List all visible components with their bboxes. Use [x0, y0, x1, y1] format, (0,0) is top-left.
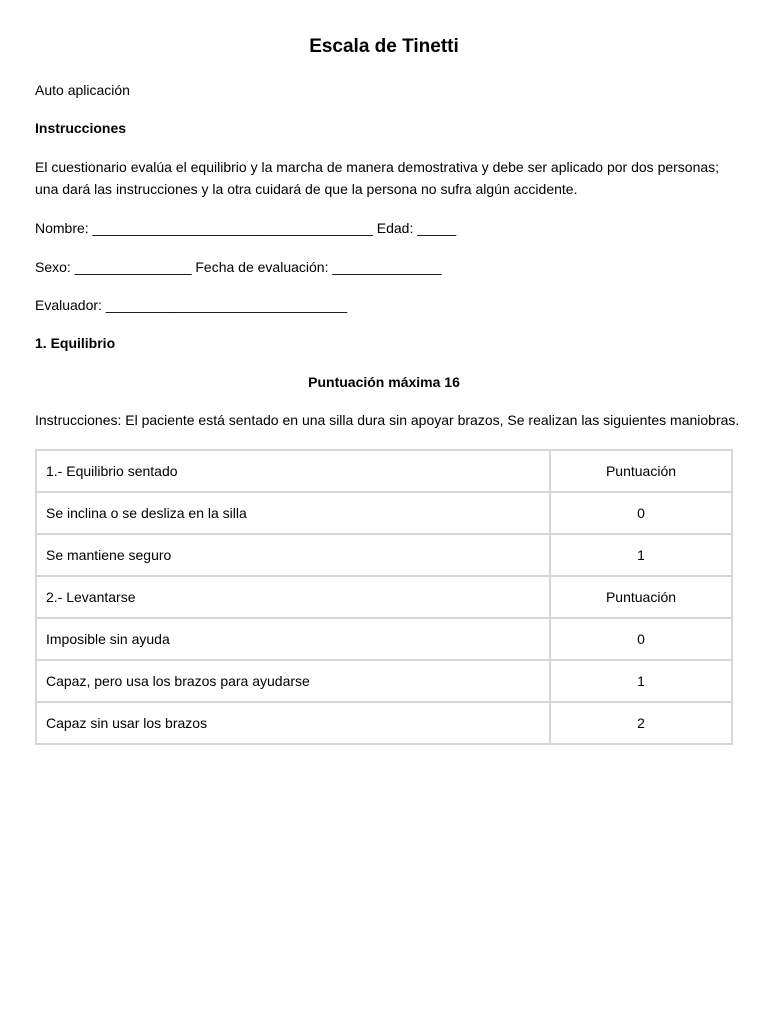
table-row [36, 534, 732, 576]
table-row [36, 618, 732, 660]
subtitle: Auto aplicación [35, 82, 130, 98]
score-cell: 1 [550, 534, 732, 576]
field-nombre-edad: Nombre: ____________________________________ Edad: _____ [35, 220, 457, 236]
score-table [35, 449, 733, 745]
score-cell: Puntuación [550, 576, 732, 618]
page-title: Escala de Tinetti [309, 36, 459, 57]
field-evaluador: Evaluador: _______________________________ [35, 297, 348, 313]
section-instructions: Instrucciones: El paciente está sentado en una silla dura sin apoyar brazos, Se realizan las siguientes maniobras. [35, 412, 740, 428]
section-heading: 1. Equilibrio [35, 335, 116, 351]
item-cell: 2.- Levantarse [36, 576, 550, 618]
table-row [36, 492, 732, 534]
score-cell: 2 [550, 702, 732, 744]
instructions-heading: Instrucciones [35, 120, 127, 136]
table-row [36, 576, 732, 618]
item-cell: Se mantiene seguro [36, 534, 550, 576]
item-cell: Imposible sin ayuda [36, 618, 550, 660]
table-row [36, 660, 732, 702]
item-cell: Capaz sin usar los brazos [36, 702, 550, 744]
item-cell: 1.- Equilibrio sentado [36, 450, 550, 492]
score-cell: 1 [550, 660, 732, 702]
table-row [36, 702, 732, 744]
item-cell: Capaz, pero usa los brazos para ayudarse [36, 660, 550, 702]
table-row [36, 450, 732, 492]
score-cell: Puntuación [550, 450, 732, 492]
max-score-label: Puntuación máxima 16 [308, 374, 460, 390]
field-sexo-fecha: Sexo: _______________ Fecha de evaluación: ______________ [35, 259, 442, 275]
item-cell: Se inclina o se desliza en la silla [36, 492, 550, 534]
instructions-line-2: una dará las instrucciones y la otra cuidará de que la persona no sufra algún accidente. [35, 181, 578, 197]
score-cell: 0 [550, 492, 732, 534]
instructions-line-1: El cuestionario evalúa el equilibrio y la marcha de manera demostrativa y debe ser aplicado por dos personas; [35, 159, 720, 175]
score-cell: 0 [550, 618, 732, 660]
